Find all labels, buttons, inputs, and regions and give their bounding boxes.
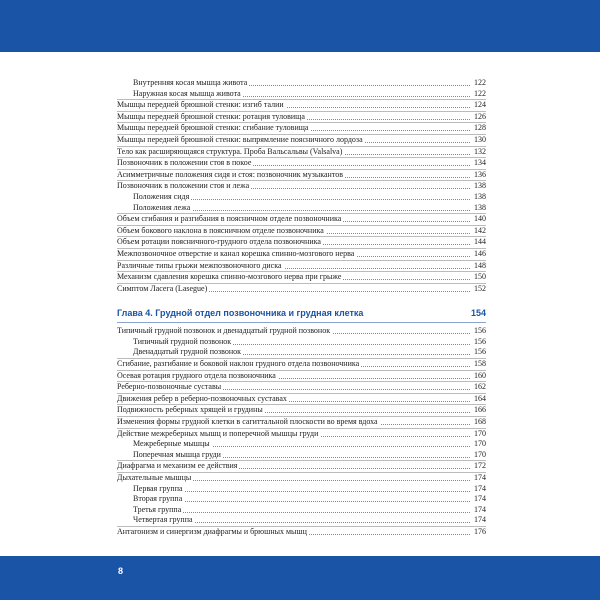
toc-entry-title: Тело как расширяющаяся структура. Проба Вальсальвы (Valsalva)	[117, 146, 343, 156]
toc-entry-page: 168	[471, 417, 486, 428]
toc-entry-title: Межреберные мышцы	[117, 439, 212, 448]
toc-entry-page: 124	[471, 100, 486, 111]
toc-entry[interactable]	[117, 515, 486, 526]
toc-entry-page: 158	[471, 359, 486, 370]
toc-entry-title: Подвижность реберных хрящей и грудины	[117, 405, 263, 415]
toc-entry[interactable]	[117, 494, 486, 505]
toc-entry-title: Различные типы грыжи межпозвоночного диска	[117, 260, 282, 270]
toc-entry-page: 156	[471, 326, 486, 337]
toc-entry-title: Движения ребер в реберно-позвоночных суставах	[117, 393, 287, 403]
toc-entry-title: Позвоночник в положении стоя и лежа	[117, 181, 250, 191]
toc-entry[interactable]	[117, 146, 486, 158]
toc-entry[interactable]	[117, 192, 486, 203]
toc-entry-page: 156	[471, 347, 486, 358]
toc-entry-title: Типичный грудной позвонок и двенадцатый грудной позвонок	[117, 326, 331, 336]
toc-entry[interactable]	[117, 370, 486, 382]
toc-entry[interactable]	[117, 472, 486, 484]
toc-entry-title: Действие межреберных мышц и поперечной мышцы груди	[117, 428, 319, 438]
toc-entry-page: 176	[471, 527, 486, 538]
toc-entry-page: 138	[471, 203, 486, 214]
toc-entry[interactable]	[117, 428, 486, 440]
top-color-band	[0, 0, 600, 52]
toc-entry-title: Асимметричные положения сидя и стоя: позвоночник музыкантов	[117, 169, 344, 179]
toc-entry-page: 174	[471, 473, 486, 484]
toc-entry-page: 172	[471, 461, 486, 472]
bottom-color-band	[0, 556, 600, 600]
toc-entry-title: Дыхательные мышцы	[117, 473, 192, 482]
toc-entry-title: Вторая группа	[117, 494, 184, 503]
toc-entry[interactable]	[117, 78, 486, 89]
toc-entry-title: Наружная косая мышца живота	[117, 89, 243, 98]
toc-entry-title: Сгибание, разгибание и боковой наклон грудного отдела позвоночника	[117, 359, 360, 369]
toc-entry[interactable]	[117, 358, 486, 370]
toc-entry-title: Позвоночник в положении стоя в покое	[117, 158, 252, 168]
toc-entry[interactable]	[117, 393, 486, 405]
toc-section-2	[117, 326, 486, 537]
toc-entry[interactable]	[117, 484, 486, 495]
toc-entry-title: Механизм сдавления корешка спинно-мозгового нерва при грыже	[117, 272, 342, 282]
toc-entry-title: Изменения формы грудной клетки в сагиттальной плоскости во время вдоха	[117, 417, 378, 427]
toc-entry-title: Положения лежа	[117, 203, 192, 212]
toc-entry-page: 174	[471, 505, 486, 516]
toc-entry-title: Объем сгибания и разгибания в поясничном отделе позвоночника	[117, 214, 342, 224]
toc-entry[interactable]	[117, 248, 486, 260]
toc-entry-title: Поперечная мышца груди	[117, 450, 223, 459]
toc-entry-title: Диафрагма и механизм ее действия	[117, 461, 238, 471]
toc-entry[interactable]	[117, 203, 486, 214]
toc-entry[interactable]	[117, 505, 486, 516]
toc-entry[interactable]	[117, 439, 486, 450]
toc-entry-page: 126	[471, 112, 486, 123]
toc-entry[interactable]	[117, 326, 486, 337]
toc-entry-page: 170	[471, 429, 486, 440]
toc-entry[interactable]	[117, 213, 486, 225]
toc-entry[interactable]	[117, 99, 486, 111]
toc-entry-title: Межпозвоночное отверстие и канал корешка спинно-мозгового нерва	[117, 248, 355, 258]
toc-entry[interactable]	[117, 157, 486, 169]
toc-entry-page: 122	[471, 78, 486, 89]
toc-entry-page: 146	[471, 249, 486, 260]
toc-entry-title: Первая группа	[117, 484, 185, 493]
toc-entry-page: 160	[471, 371, 486, 382]
toc-entry-title: Объем ротации поясничного-грудного отдела позвоночника	[117, 237, 321, 247]
toc-entry-page: 156	[471, 337, 486, 348]
toc-entry[interactable]	[117, 450, 486, 461]
table-of-contents	[117, 78, 486, 538]
toc-entry-title: Внутренняя косая мышца живота	[117, 78, 249, 87]
toc-entry[interactable]	[117, 381, 486, 393]
toc-entry-page: 148	[471, 261, 486, 272]
toc-entry-page: 174	[471, 484, 486, 495]
toc-entry-page: 152	[471, 284, 486, 295]
toc-entry-page: 174	[471, 494, 486, 505]
toc-entry-title: Объем бокового наклона в поясничном отделе позвоночника	[117, 225, 324, 235]
toc-entry-title: Типичный грудной позвонок	[117, 337, 233, 346]
toc-entry-page: 170	[471, 439, 486, 450]
chapter-page-number: 154	[470, 308, 486, 319]
toc-entry[interactable]	[117, 526, 486, 538]
toc-entry[interactable]	[117, 180, 486, 192]
toc-entry[interactable]	[117, 271, 486, 283]
chapter-heading[interactable]	[117, 308, 486, 323]
toc-entry-page: 174	[471, 515, 486, 526]
toc-entry-title: Симптом Ласега (Lasegue)	[117, 283, 208, 293]
toc-entry-page: 130	[471, 135, 486, 146]
toc-entry[interactable]	[117, 283, 486, 295]
toc-entry[interactable]	[117, 134, 486, 146]
toc-entry-page: 166	[471, 405, 486, 416]
toc-entry[interactable]	[117, 260, 486, 272]
toc-entry[interactable]	[117, 111, 486, 123]
toc-entry-page: 132	[471, 147, 486, 158]
page-number: 8	[118, 566, 124, 576]
toc-entry-page: 136	[471, 170, 486, 181]
toc-entry[interactable]	[117, 225, 486, 237]
toc-entry-page: 138	[471, 192, 486, 203]
toc-entry-title: Четвертая группа	[117, 515, 195, 524]
toc-entry-page: 164	[471, 394, 486, 405]
toc-entry[interactable]	[117, 236, 486, 248]
toc-entry[interactable]	[117, 89, 486, 100]
toc-entry[interactable]	[117, 122, 486, 134]
toc-entry-title: Мышцы передней брюшной стенки: ротация туловища	[117, 111, 305, 121]
toc-entry-title: Мышцы передней брюшной стенки: сгибание туловища	[117, 123, 309, 133]
toc-entry-title: Мышцы передней брюшной стенки: изгиб талии	[117, 100, 284, 110]
toc-entry-page: 122	[471, 89, 486, 100]
toc-entry-title: Двенадцатый грудной позвонок	[117, 347, 243, 356]
toc-entry-page: 170	[471, 450, 486, 461]
toc-entry-page: 142	[471, 226, 486, 237]
toc-entry-title: Осевая ротация грудного отдела позвоночника	[117, 370, 276, 380]
toc-entry[interactable]	[117, 460, 486, 472]
toc-entry-page: 162	[471, 382, 486, 393]
toc-entry-page: 140	[471, 214, 486, 225]
toc-entry-page: 128	[471, 123, 486, 134]
toc-entry[interactable]	[117, 416, 486, 428]
toc-entry-title: Положения сидя	[117, 192, 191, 201]
toc-entry-title: Третья группа	[117, 505, 183, 514]
toc-entry[interactable]	[117, 337, 486, 348]
toc-entry-page: 150	[471, 272, 486, 283]
toc-entry-page: 144	[471, 237, 486, 248]
toc-entry-page: 134	[471, 158, 486, 169]
toc-entry[interactable]	[117, 169, 486, 181]
toc-entry-title: Реберно-позвоночные суставы	[117, 382, 222, 392]
toc-entry[interactable]	[117, 404, 486, 416]
toc-entry-page: 138	[471, 181, 486, 192]
toc-entry-title: Мышцы передней брюшной стенки: выпрямление поясничного лордоза	[117, 134, 363, 144]
chapter-title: Глава 4. Грудной отдел позвоночника и грудная клетка	[117, 308, 364, 319]
toc-entry-title: Антагонизм и синергизм диафрагмы и брюшных мышц	[117, 526, 307, 536]
toc-entry[interactable]	[117, 347, 486, 358]
toc-section-1	[117, 78, 486, 294]
